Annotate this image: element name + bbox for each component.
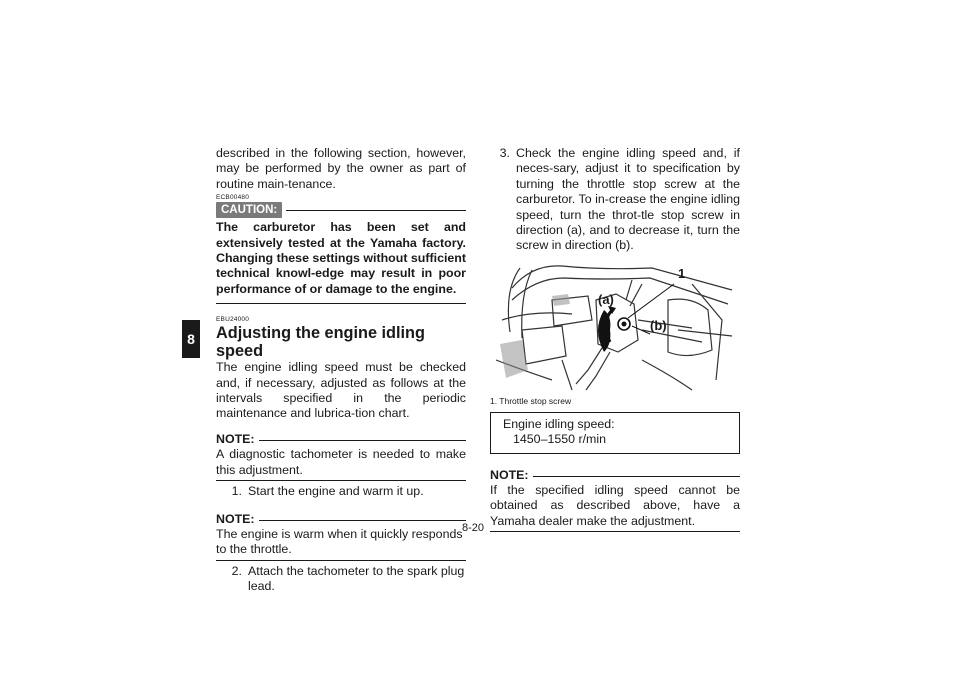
page-number: 8-20 bbox=[462, 522, 485, 534]
right-column bbox=[490, 146, 740, 532]
step-2-number: 2. bbox=[231, 563, 242, 578]
note1-divider bbox=[259, 440, 466, 441]
step-3 bbox=[490, 146, 740, 254]
note1-label: NOTE: bbox=[216, 431, 255, 446]
section-body: The engine idling speed must be checked and, if necessary, adjusted as follows at the intervals specified in the periodic maintenance and lubrica-tion chart. bbox=[216, 360, 466, 421]
intro-paragraph: described in the following section, however, may be performed by the owner as part of routine main-tenance. bbox=[216, 146, 466, 191]
section-code: EBU24000 bbox=[216, 316, 250, 324]
note3-divider bbox=[533, 476, 740, 477]
step-2 bbox=[216, 564, 466, 595]
note1-header bbox=[216, 432, 466, 447]
note1-text: A diagnostic tachometer is needed to make this adjustment. bbox=[216, 447, 466, 477]
caution-end-divider bbox=[216, 303, 466, 304]
spec-value: 1450–1550 r/min bbox=[513, 432, 606, 447]
note3-label: NOTE: bbox=[490, 467, 529, 482]
note2-end-divider bbox=[216, 560, 466, 561]
chapter-tab-label: 8 bbox=[187, 331, 195, 347]
caution-header bbox=[216, 202, 466, 218]
caution-code: ECB00480 bbox=[216, 194, 250, 202]
step-1 bbox=[216, 484, 466, 499]
left-column bbox=[216, 146, 466, 595]
note2-divider bbox=[259, 520, 466, 521]
section-heading: Adjusting the engine idling speed bbox=[216, 324, 425, 361]
caution-divider bbox=[286, 210, 466, 211]
spec-label: Engine idling speed: bbox=[503, 416, 615, 431]
note1-end-divider bbox=[216, 480, 466, 481]
carburetor-illustration bbox=[492, 260, 740, 392]
note2-text: The engine is warm when it quickly responds to the throttle. bbox=[216, 526, 463, 557]
figure-label-b: (b) bbox=[650, 317, 667, 333]
caution-label: CAUTION: bbox=[216, 202, 282, 218]
note2-header bbox=[216, 512, 466, 527]
note2-label: NOTE: bbox=[216, 511, 255, 526]
throttle-stop-screw-figure bbox=[492, 260, 740, 392]
idle-speed-spec-box bbox=[490, 412, 740, 454]
note3-end-divider bbox=[490, 531, 740, 532]
caution-text: The carburetor has been set and extensively tested at the Yamaha factory. Changing these settings without sufficient technical knowl-edge may result in poor performance of or damage to the engine. bbox=[216, 220, 466, 296]
step-3-text: Check the engine idling speed and, if neces-sary, adjust it to specification by turning the throttle stop screw at the carburetor. To in-crease the engine idling speed, turn the throt-tle stop screw in direction (a), and to decrease it, turn the screw in direction (b). bbox=[516, 146, 740, 253]
chapter-tab bbox=[182, 320, 200, 358]
step-3-number: 3. bbox=[499, 146, 510, 160]
step-1-text: Start the engine and warm it up. bbox=[248, 484, 424, 499]
note3-header bbox=[490, 468, 740, 483]
step-1-number: 1. bbox=[231, 484, 242, 499]
figure-caption: 1. Throttle stop screw bbox=[490, 395, 572, 406]
figure-label-a: (a) bbox=[598, 291, 614, 307]
step-2-text: Attach the tachometer to the spark plug lead. bbox=[248, 563, 465, 594]
figure-callout-1: 1 bbox=[678, 265, 686, 281]
note3-text: If the specified idling speed cannot be obtained as described above, have a Yamaha dealer make the adjustment. bbox=[490, 483, 740, 528]
